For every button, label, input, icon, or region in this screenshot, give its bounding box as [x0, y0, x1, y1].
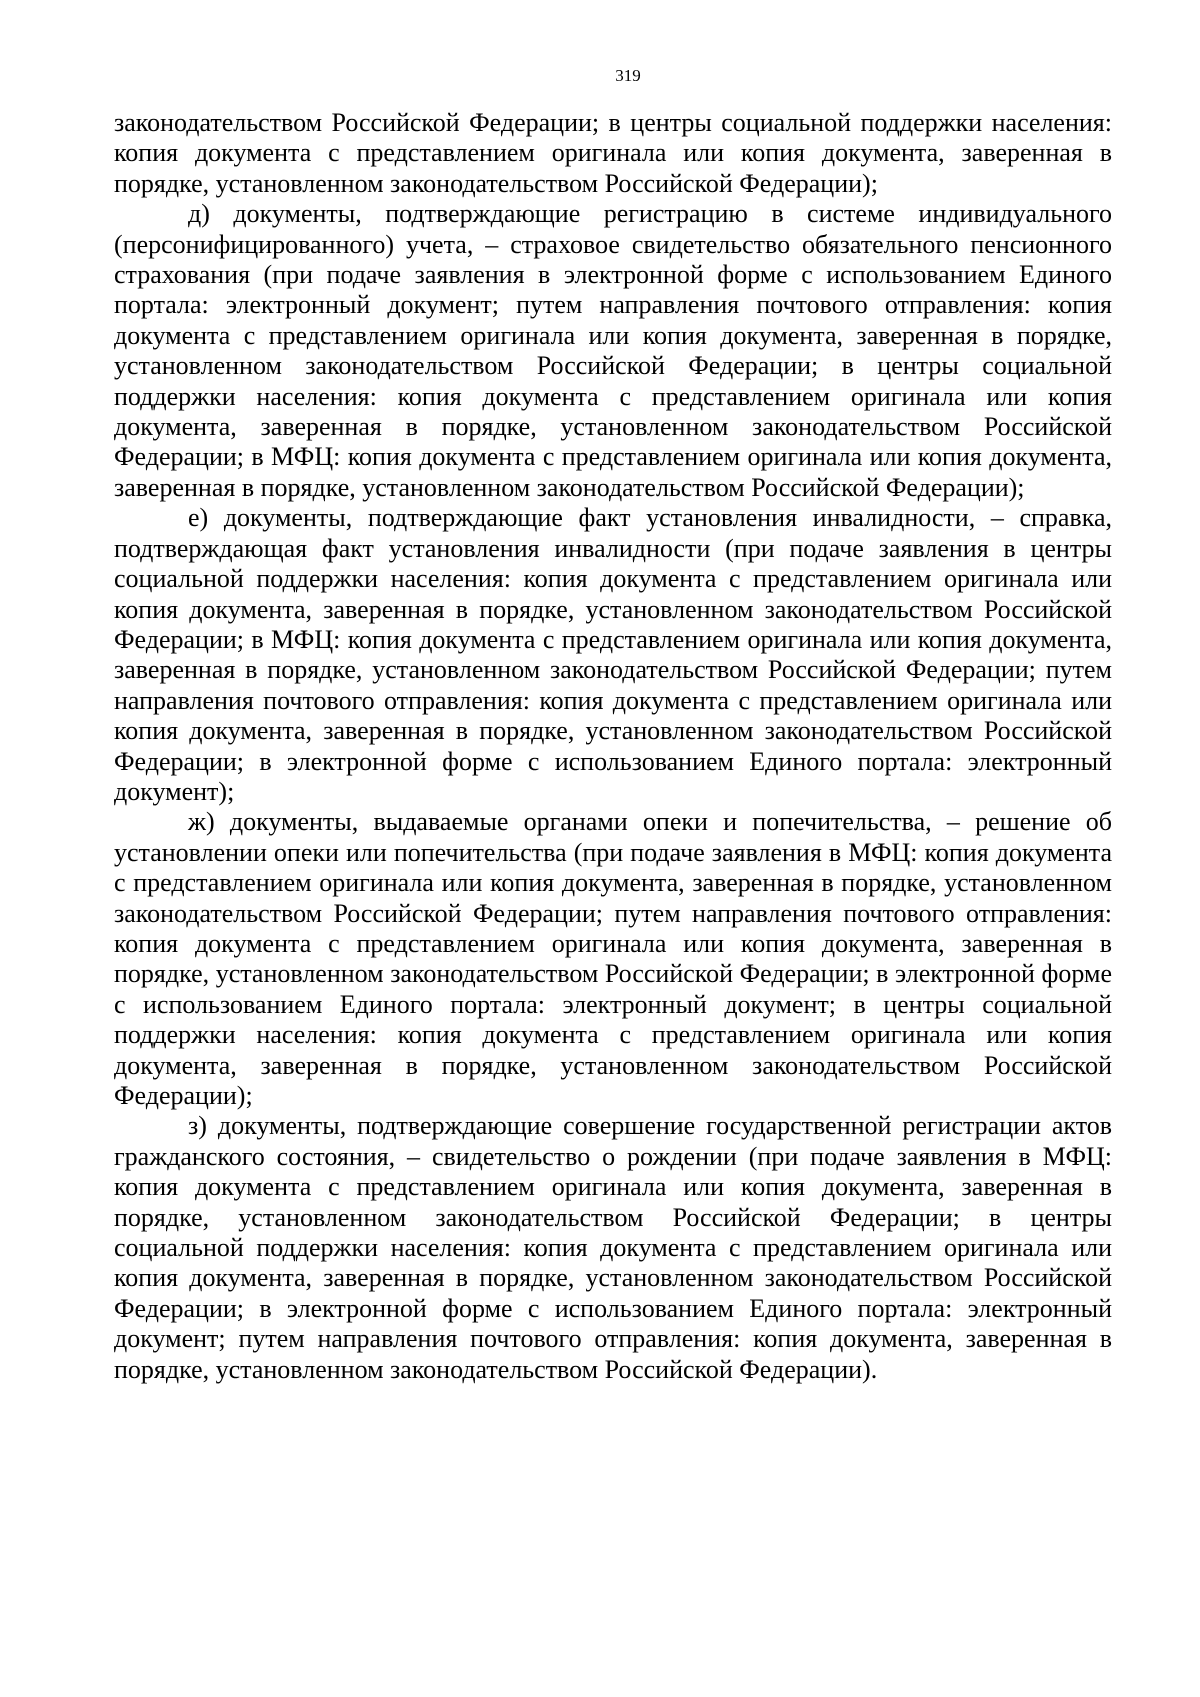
- paragraph-item-zh: ж) документы, выдаваемые органами опеки и попечительства, – решение об установлении опеки или попечительства (при подаче заявления в МФЦ: копия документа с представлением оригинала или копия документа, заверенная в порядке, установленном законодательством Российской Федерации; путем направления почтового отправления: копия документа с представлением оригинала или копия документа, заверенная в порядке, установленном законодательством Российской Федерации; в электронной форме с использованием Единого портала: электронный документ; в центры социальной поддержки населения: копия документа с представлением оригинала или копия документа, заверенная в порядке, установленном законодательством Российской Федерации);: [114, 807, 1112, 1110]
- paragraph-item-z: з) документы, подтверждающие совершение государственной регистрации актов гражданского состояния, – свидетельство о рождении (при подаче заявления в МФЦ: копия документа с представлением оригинала или копия документа, заверенная в порядке, установленном законодательством Российской Федерации; в центры социальной поддержки населения: копия документа с представлением оригинала или копия документа, заверенная в порядке, установленном законодательством Российской Федерации; в электронной форме с использованием Единого портала: электронный документ; путем направления почтового отправления: копия документа, заверенная в порядке, установленном законодательством Российской Федерации).: [114, 1111, 1112, 1384]
- paragraph-continuation: законодательством Российской Федерации; в центры социальной поддержки населения: копия документа с представлением оригинала или копия документа, заверенная в порядке, установленном законодательством Российской Федерации);: [114, 108, 1112, 198]
- paragraph-item-d: д) документы, подтверждающие регистрацию в системе индивидуального (персонифицированного) учета, – страховое свидетельство обязательного пенсионного страхования (при подаче заявления в электронной форме с использованием Единого портала: электронный документ; путем направления почтового отправления: копия документа с представлением оригинала или копия документа, заверенная в порядке, установленном законодательством Российской Федерации; в центры социальной поддержки населения: копия документа с представлением оригинала или копия документа, заверенная в порядке, установленном законодательством Российской Федерации; в МФЦ: копия документа с представлением оригинала или копия документа, заверенная в порядке, установленном законодательством Российской Федерации);: [114, 199, 1112, 502]
- page-number: 319: [615, 66, 641, 85]
- paragraph-item-e: е) документы, подтверждающие факт установления инвалидности, – справка, подтверждающая факт установления инвалидности (при подаче заявления в центры социальной поддержки населения: копия документа с представлением оригинала или копия документа, заверенная в порядке, установленном законодательством Российской Федерации; в МФЦ: копия документа с представлением оригинала или копия документа, заверенная в порядке, установленном законодательством Российской Федерации; путем направления почтового отправления: копия документа с представлением оригинала или копия документа, заверенная в порядке, установленном законодательством Российской Федерации; в электронной форме с использованием Единого портала: электронный документ);: [114, 503, 1112, 806]
